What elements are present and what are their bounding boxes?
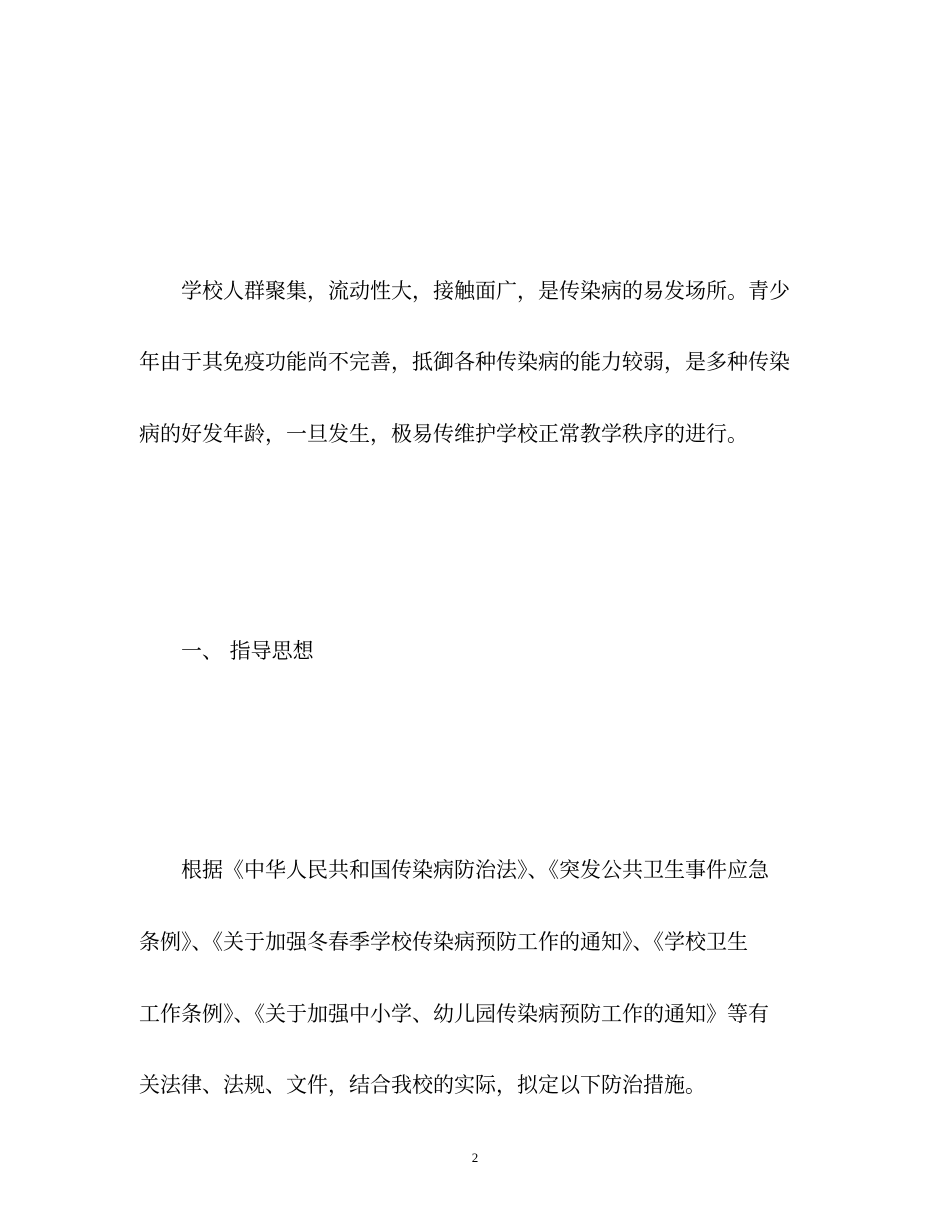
paragraph-1-line-1: 学校人群聚集，流动性大，接触面广，是传染病的易发场所。青少 — [139, 279, 790, 303]
page-number: 2 — [471, 1150, 479, 1165]
paragraph-1-line-3: 病的好发年龄，一旦发生，极易传维护学校正常教学秩序的进行。 — [139, 422, 748, 446]
section-heading: 一、 指导思想 — [181, 639, 314, 663]
paragraph-2-line-2: 条例》、《关于加强冬春季学校传染病预防工作的通知》、《学校卫生 — [139, 930, 748, 954]
paragraph-1-line-2: 年由于其免疫功能尚不完善，抵御各种传染病的能力较弱，是多种传染 — [139, 350, 790, 374]
paragraph-2-line-3: 工作条例》、《关于加强中小学、幼儿园传染病预防工作的通知》等有 — [139, 1002, 769, 1026]
paragraph-2-line-4: 关法律、法规、文件，结合我校的实际，拟定以下防治措施。 — [139, 1073, 706, 1097]
paragraph-2-line-1: 根据《中华人民共和国传染病防治法》、《突发公共卫生事件应急 — [139, 858, 769, 882]
